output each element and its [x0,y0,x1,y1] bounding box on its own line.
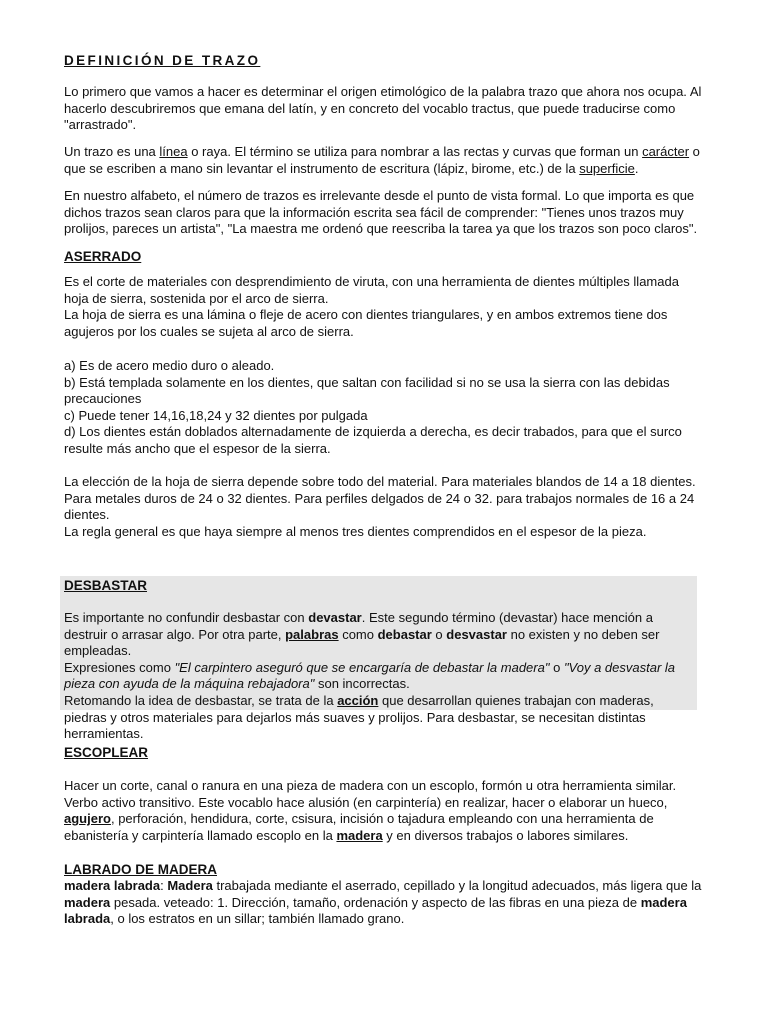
trazo-paragraph-1 [64,84,704,134]
escoplear-text-c: , perforación, hendidura, corte, csisura, incisión o tajadura empleando con una herramienta de ebanistería y carpintería llamado escoplo en la [64,811,654,843]
trazo-p2-text-d: . [634,160,639,176]
link-madera[interactable]: madera [336,827,383,843]
desbastar-p2-text-c: son incorrectas. [314,676,410,692]
link-caracter[interactable]: carácter [642,144,690,159]
heading-definicion-de-trazo: DEFINICIÓN DE TRAZO [64,53,261,68]
desbastar-p1-text-f: no existen y no deben ser empleadas. [64,626,660,659]
heading-escoplear: ESCOPLEAR [64,745,149,760]
trazo-etymology-text: Lo primero que vamos a hacer es determinar el origen etimológico de la palabra trazo que ahora nos ocupa. Al hacerlo descubriremos que emana del latín, y en concreto del vocablo tractus, que puede traducirse como "arrastrado". [64,84,702,133]
link-accion[interactable]: acción [337,692,379,708]
section-title-desbastar [64,577,704,595]
trazo-p2-text-b: o raya. El término se utiliza para nombrar a las rectas y curvas que forman un [187,144,643,159]
desbastar-paragraphs [64,610,696,743]
desbastar-p3-text-c: que desarrollan quienes trabajan con maderas, piedras y otros materiales para dejarlos más suaves y prolijos. Para desbastar, se necesitan distintas herramientas. [64,692,654,742]
trazo-p2-text-c: o que se escriben a mano sin levantar el instrumento de escritura (lápiz, birome, etc.) de la [64,144,700,176]
section-title-trazo [64,52,704,70]
trazo-paragraph-3 [64,188,704,238]
term-madera-labrada-2: madera labrada [64,894,687,927]
labrado-paragraph [64,878,704,928]
list-item-d: d) Los dientes están doblados alternadamente de izquierda a derecha, es decir trabados, para que el surco resulte más ancho que el espesor de la sierra. [64,424,682,456]
aserrado-hoja-text: La hoja de sierra es una lámina o fleje de acero con dientes triangulares, y en ambos extremos tiene dos agujeros por los cuales se sujeta al arco de sierra. [64,307,668,339]
desbastar-p2-text-a: Expresiones como [64,659,175,675]
link-linea[interactable]: línea [159,144,188,159]
aserrado-list [64,358,704,458]
trazo-p2-text-a: Un trazo es una [64,144,160,159]
aserrado-definition-text: Es el corte de materiales con desprendimiento de viruta, con una herramienta de dientes múltiples llamada hoja de sierra, sostenida por el arco de sierra. [64,274,679,306]
aserrado-choice-text: La elección de la hoja de sierra depende sobre todo del material. Para materiales blandos de 14 a 18 dientes. Para metales duros de 24 o 32 dientes. Para perfiles delgados de 24 o 32. para trabajos normales de 16 a 24 dientes. [64,474,696,523]
list-item-b: b) Está templada solamente en los dientes, que saltan con facilidad si no se usa la sierra con las debidas precauciones [64,374,670,407]
list-item-a: a) Es de acero medio duro o aleado. [64,358,275,373]
desbastar-p3-text-a: Retomando la idea de desbastar, se trata de la [64,692,338,708]
desbastar-p1-text-d: como [338,626,378,642]
desbastar-p1-text-a: Es importante no confundir desbastar con [64,610,309,625]
section-title-labrado [64,861,704,879]
word-debastar: debastar [377,626,432,642]
term-madera: Madera [167,878,213,893]
link-agujero[interactable]: agujero [64,811,111,827]
example-quote-1: "El carpintero aseguró que se encargaría de debastar la madera" [174,659,550,675]
heading-aserrado: ASERRADO [64,249,142,264]
desbastar-p1-text-e: o [431,626,447,642]
aserrado-paragraphs [64,274,704,340]
labrado-text-c: trabajada mediante el aserrado, cepillado y la longitud adecuados, más ligera que la [212,878,702,893]
link-superficie[interactable]: superficie [579,160,635,176]
heading-labrado-de-madera: LABRADO DE MADERA [64,862,217,877]
term-madera-labrada: madera labrada [64,878,161,893]
section-title-aserrado [64,248,704,266]
labrado-text-d: pesada. veteado: 1. Dirección, tamaño, ordenación y aspecto de las fibras en una pieza de [110,894,641,910]
section-title-escoplear [64,744,704,762]
escoplear-text-a: Hacer un corte, canal o ranura en una pieza de madera con un escoplo, formón u otra herramienta similar. Verbo activo transitivo. Este vocablo hace alusión (en carpintería) en realizar, hacer o elaborar un hueco, [64,778,677,810]
escoplear-text-d: y en diversos trabajos o labores similares. [382,827,629,843]
word-desvastar: desvastar [446,626,507,642]
word-devastar: devastar [308,610,362,625]
labrado-text-e: , o los estratos en un sillar; también llamado grano. [110,911,405,927]
term-madera-2: madera [64,894,111,910]
desbastar-p1-text-c: . Este segundo término (devastar) hace mención a destruir o arrasar algo. Por otra parte, [64,610,653,642]
labrado-text-a: : [160,878,168,893]
list-item-c: c) Puede tener 14,16,18,24 y 32 dientes por pulgada [64,407,368,423]
example-quote-2: "Voy a desvastar la pieza con ayuda de la máquina rebajadora" [64,659,676,692]
trazo-alphabet-text: En nuestro alfabeto, el número de trazos es irrelevante desde el punto de vista formal. Lo que importa es que dichos trazos sean claros para que la información escrita sea fácil de comprender: "Tienes unos trazos muy prolijos, pareces un artista", "La maestra me ordenó que reescriba la tarea ya que los trazos son poco claros". [64,188,698,237]
desbastar-p2-text-b: o [549,659,564,675]
trazo-paragraph-2 [64,144,704,177]
escoplear-paragraph [64,778,704,844]
link-palabras[interactable]: palabras [285,626,339,642]
heading-desbastar: DESBASTAR [64,578,148,593]
aserrado-rule-text: La regla general es que haya siempre al menos tres dientes comprendidos en el espesor de la pieza. [64,523,647,539]
aserrado-choice [64,474,704,540]
